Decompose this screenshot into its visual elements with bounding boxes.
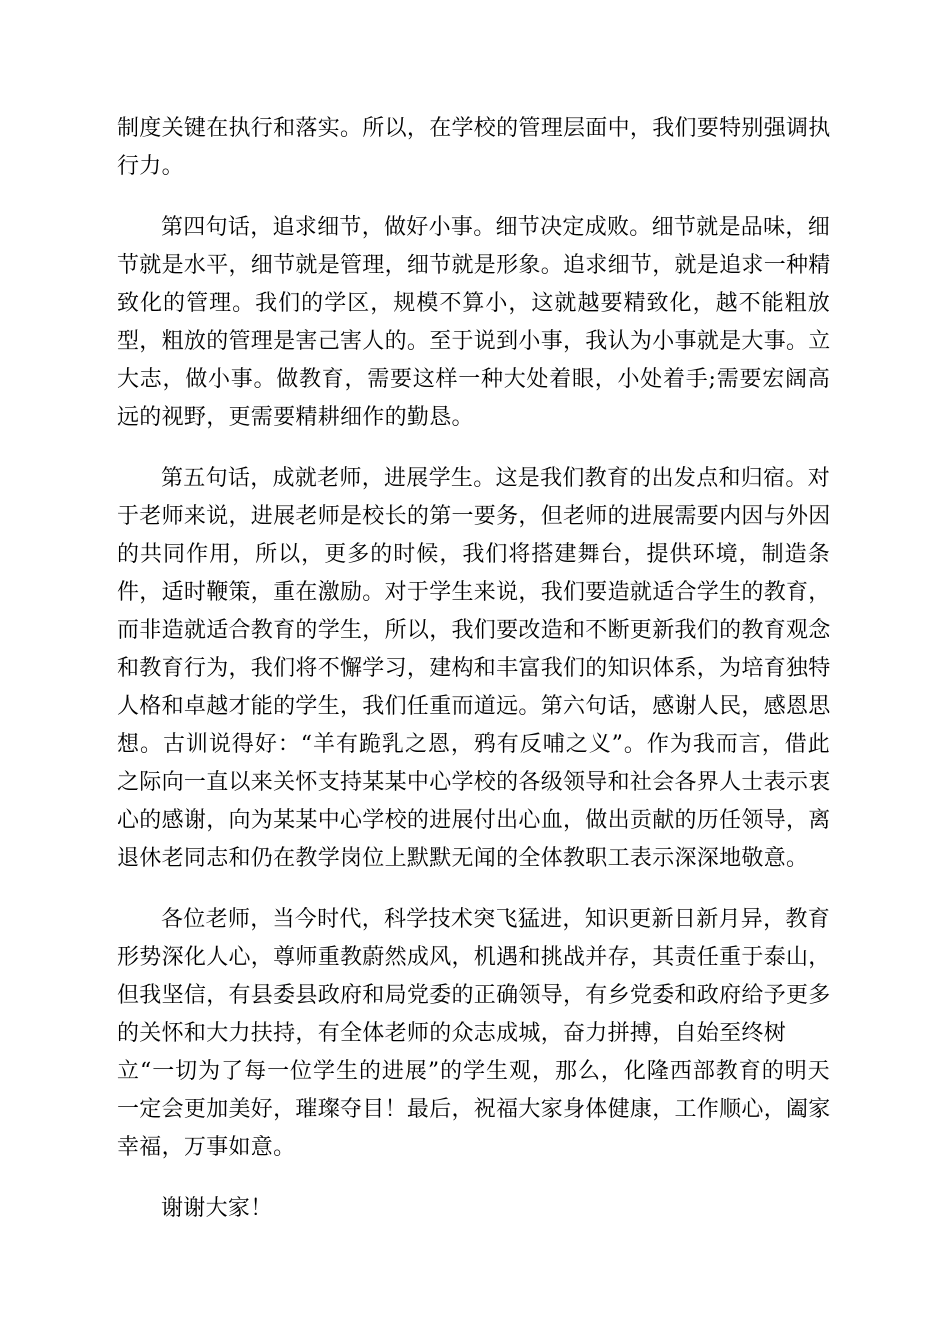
paragraph-2-line-6: 远的视野，更需要精耕细作的勤恳。 [117, 405, 474, 430]
paragraph-4-line-5: 立“一切为了每一位学生的进展”的学生观，那么，化隆西部教育的明天 [117, 1059, 830, 1084]
paragraph-3-line-1: 第五句话，成就老师，进展学生。这是我们教育的出发点和归宿。对 [161, 466, 831, 491]
closing-thanks: 谢谢大家！ [161, 1196, 273, 1221]
paragraph-1-line-1: 制度关键在执行和落实。所以，在学校的管理层面中，我们要特别强调执 [117, 116, 831, 141]
paragraph-2-line-4: 型，粗放的管理是害己害人的。至于说到小事，我认为小事就是大事。立 [117, 329, 831, 354]
paragraph-3-line-6: 和教育行为，我们将不懈学习，建构和丰富我们的知识体系，为培育独特 [117, 656, 831, 681]
paragraph-2-line-2: 节就是水平，细节就是管理，细节就是形象。追求细节，就是追求一种精 [117, 253, 831, 278]
paragraph-2-line-5: 大志，做小事。做教育，需要这样一种大处着眼，小处着手;需要宏阔高 [117, 367, 830, 392]
paragraph-4-line-2: 形势深化人心，尊师重教蔚然成风，机遇和挑战并存，其责任重于泰山， [117, 945, 831, 970]
paragraph-3-line-4: 件，适时鞭策，重在激励。对于学生来说，我们要造就适合学生的教育， [117, 580, 831, 605]
paragraph-4-line-1: 各位老师，当今时代，科学技术突飞猛进，知识更新日新月异，教育 [161, 907, 831, 932]
paragraph-3-line-7: 人格和卓越才能的学生，我们任重而道远。第六句话，感谢人民，感恩思 [117, 694, 831, 719]
paragraph-4-line-6: 一定会更加美好，璀璨夺目！最后，祝福大家身体健康，工作顺心，阖家 [117, 1097, 831, 1122]
paragraph-4-line-4: 的关怀和大力扶持，有全体老师的众志成城，奋力拼搏，自始至终树 [117, 1021, 787, 1046]
paragraph-3-line-11: 退休老同志和仍在教学岗位上默默无闻的全体教职工表示深深地敬意。 [117, 846, 809, 871]
paragraph-1-line-2: 行力。 [117, 154, 184, 179]
paragraph-4-line-7: 幸福，万事如意。 [117, 1135, 296, 1160]
paragraph-2-line-1: 第四句话，追求细节，做好小事。细节决定成败。细节就是品味，细 [161, 215, 831, 240]
paragraph-3-line-9: 之际向一直以来关怀支持某某中心学校的各级领导和社会各界人士表示衷 [117, 770, 831, 795]
paragraph-3-line-5: 而非造就适合教育的学生，所以，我们要改造和不断更新我们的教育观念 [117, 618, 831, 643]
paragraph-3-line-3: 的共同作用，所以，更多的时候，我们将搭建舞台，提供环境，制造条 [117, 542, 830, 567]
paragraph-3-line-8: 想。古训说得好：“羊有跪乳之恩，鸦有反哺之义”。作为我而言，借此 [117, 732, 830, 757]
paragraph-2-line-3: 致化的管理。我们的学区，规模不算小，这就越要精致化，越不能粗放 [117, 291, 830, 316]
paragraph-4-line-3: 但我坚信，有县委县政府和局党委的正确领导，有乡党委和政府给予更多 [117, 983, 831, 1008]
paragraph-3-line-2: 于老师来说，进展老师是校长的第一要务，但老师的进展需要内因与外因 [117, 504, 831, 529]
paragraph-3-line-10: 心的感谢，向为某某中心学校的进展付出心血，做出贡献的历任领导，离 [117, 808, 831, 833]
